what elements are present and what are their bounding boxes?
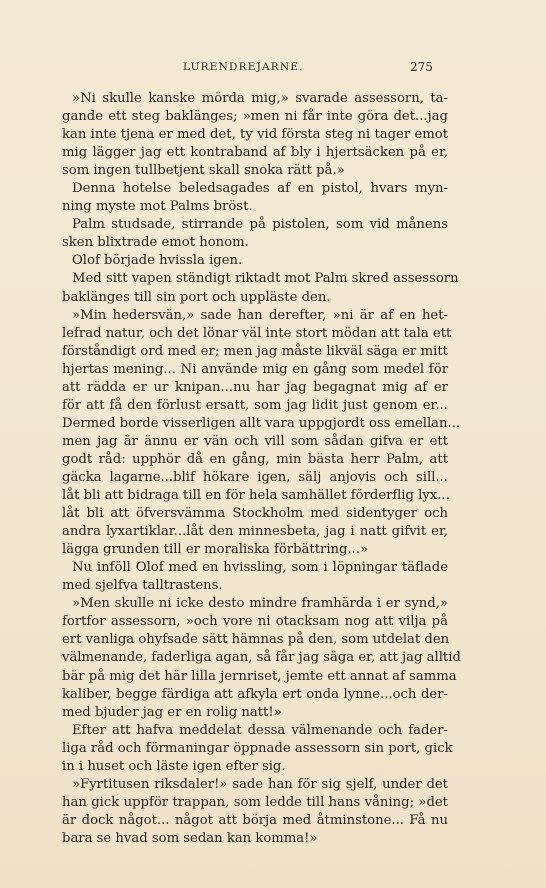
text-line: Olof började hvissla igen. (72, 253, 243, 269)
text-line: han gick uppför trappan, som ledde till hans våning; »det (62, 794, 448, 810)
running-title: LURENDREJARNE. (183, 61, 304, 73)
text-line: är dock något... något att börja med åtminstone... Få nu (62, 812, 448, 828)
text-line: för att få den förlust ersatt, som jag lidit just genom er... (62, 397, 448, 413)
text-line: »Fyrtitusen riksdaler!» sade han för sig sjelf, under det (72, 776, 448, 792)
text-line: andra lyxartiklar...låt den minnesbeta, jag i natt gifvit er, (62, 524, 448, 540)
text-line: Palm studsade, stirrande på pistolen, som vid månens (72, 217, 448, 233)
text-line: »Ni skulle kanske mörda mig,» svarade assessorn, ta- (72, 91, 448, 106)
text-line: som ingen tullbetjent skall snoka rätt på.» (62, 163, 345, 179)
text-line: ning myste mot Palms bröst. (62, 199, 253, 215)
page-number: 275 (410, 60, 433, 74)
text-line: låt bli att bidraga till en för hela samhället förderflig lyx... (62, 488, 450, 504)
text-line: Med sitt vapen ständigt riktadt mot Palm skred assessorn (72, 271, 459, 287)
body-text (62, 90, 461, 848)
text-line: Dermed borde visserligen allt vara uppgjordt oss emellan... (62, 415, 461, 431)
text-line: sken blixtrade emot honom. (62, 235, 249, 251)
text-line: godt råd: upphör då en gång, min bästa herr Palm, att (62, 451, 448, 467)
text-line: med bjuder jag er en rolig natt!» (62, 704, 282, 720)
text-line: lefrad natur, och det lönar väl inte stort mödan att tala ett (62, 325, 452, 341)
text-line: förståndigt ord med er; men jag måste likväl säga er mitt (62, 343, 448, 359)
text-line: lägga grunden till er moraliska förbättring...» (62, 542, 369, 558)
text-line: kaliber, begge färdiga att afkyla ert onda lynne...och der- (62, 686, 448, 702)
text-line: gande ett steg baklänges; »men ni får inte göra det...jag (62, 109, 448, 125)
text-line: kan inte tjena er med det, ty vid första steg ni tager emot (62, 127, 448, 143)
text-line: fortfor assessorn, »och vore ni otacksam nog att vilja på (62, 614, 448, 630)
text-line: Nu inföll Olof med en hvissling, som i löpningar täflade (72, 560, 448, 576)
text-line: in i huset och läste igen efter sig. (62, 758, 286, 774)
text-line: låt bli att öfversvämma Stockholm med sidentyger och (62, 506, 448, 522)
text-line: mig lägger jag ett kontraband af bly i hjertsäcken på er, (62, 145, 448, 161)
text-line: hjertas mening... Ni använde mig en gång som medel för (62, 361, 448, 377)
text-line: Denna hotelse beledsagades af en pistol, hvars myn- (72, 181, 448, 197)
text-line: Efter att hafva meddelat dessa välmenande och fader- (72, 722, 448, 738)
text-line: bär på mig det här lilla jernriset, jemte ett annat af samma (62, 668, 457, 684)
text-line: välmenande, faderliga agan, så får jag säga er, att jag alltid (62, 650, 461, 666)
text-line: »Men skulle ni icke desto mindre framhärda i er synd,» (72, 596, 448, 612)
text-line: liga råd och förmaningar öppnade assessorn sin port, gick (62, 740, 453, 756)
text-line: bara se hvad som sedan kan komma!» (62, 830, 318, 846)
text-line: med sjelfva talltrastens. (62, 578, 223, 594)
running-head (0, 61, 546, 77)
text-line: »Min hedersvän,» sade han derefter, »ni är af en het- (72, 307, 448, 323)
text-line: gäcka lagarne...blif hökare igen, sälj anjovis och sill... (62, 469, 448, 485)
text-line: ert vanliga ohyfsade sätt hämnas på den, som utdelat den (62, 632, 450, 648)
text-line: att rädda er ur knipan...nu har jag begagnat mig af er (62, 379, 448, 395)
text-line: men jag är ännu er vän och vill som sådan gifva er ett (62, 433, 448, 449)
text-line: baklänges till sin port och uppläste den. (62, 289, 331, 305)
